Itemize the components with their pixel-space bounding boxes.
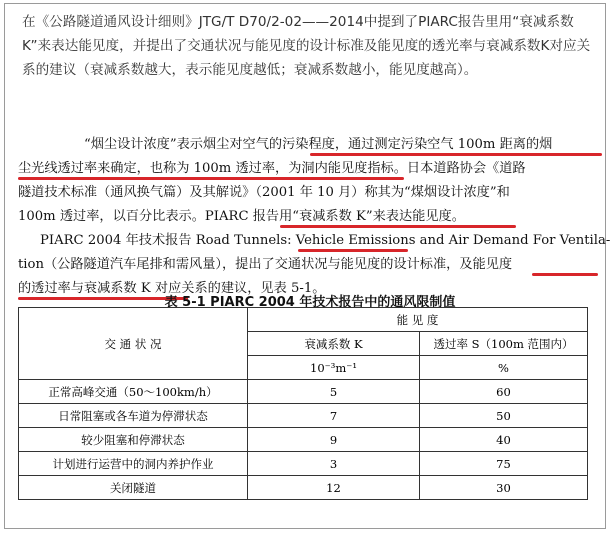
row-condition: 较少阻塞和停滞状态 [19,428,248,452]
row-k: 12 [248,476,420,500]
row-s: 60 [420,380,588,404]
underline-3 [298,249,408,252]
table-row [19,404,588,428]
row-s: 40 [420,428,588,452]
row-s: 75 [420,452,588,476]
book-line-4: 100m 透过率，以百分比表示。PIARC 报告用“衰减系数 K”来表达能见度。 [18,209,465,224]
header-visibility: 能 见 度 [248,308,588,332]
header-traffic: 交 通 状 况 [19,308,248,380]
table-caption: 表 5-1 PIARC 2004 年技术报告中的通风限制值 [164,295,456,310]
ventilation-limit-table [18,307,588,500]
row-condition: 计划进行运营中的洞内养护作业 [19,452,248,476]
book-line-1: “烟尘设计浓度”表示烟尘对空气的污染程度，通过测定污染空气 100m 距离的烟 [84,137,553,152]
row-condition: 关闭隧道 [19,476,248,500]
book-line-3: 隧道技术标准（通风换气篇）及其解说》（2001 年 10 月）称其为“煤烟设计浓度”和 [18,185,510,200]
table-row [19,428,588,452]
underline-4a [532,273,598,276]
header-s: 透过率 S（100m 范围内） [420,332,588,356]
book-line-7: 的透过率与衰减系数 K 对应关系的建议，见表 5-1。 [18,281,326,296]
row-s: 50 [420,404,588,428]
book-line-6: tion（公路隧道汽车尾排和需风量），提出了交通状况与能见度的设计标准，及能见度 [18,257,513,272]
intro-paragraph: 在《公路隧道通风设计细则》JTG/T D70/2-02——2014中提到了PIARC报告里用“衰减系数K”来表达能见度，并提出了交通状况与能见度的设计标准及能见度的透光率与衰减系数K对应关系的建议（衰减系数越大，表示能见度越低；衰减系数越小，能见度越高）。 [22,14,591,78]
unit-k: 10⁻³m⁻¹ [248,356,420,380]
row-k: 5 [248,380,420,404]
row-s: 30 [420,476,588,500]
row-condition: 正常高峰交通（50～100km/h） [19,380,248,404]
book-line-2: 尘光线透过率来确定，也称为 100m 透过率，为洞内能见度指标。日本道路协会《道路 [18,161,526,176]
table-row [19,380,588,404]
underline-1b [18,177,404,180]
table-row [19,476,588,500]
underline-1a [310,153,602,156]
underline-2 [280,225,516,228]
row-k: 3 [248,452,420,476]
unit-s: % [420,356,588,380]
row-k: 9 [248,428,420,452]
row-k: 7 [248,404,420,428]
header-k: 衰减系数 K [248,332,420,356]
book-line-5: PIARC 2004 年技术报告 Road Tunnels: Vehicle Emissions and Air Demand For Ventila- [40,233,611,248]
table-row [19,452,588,476]
row-condition: 日常阻塞或各车道为停滞状态 [19,404,248,428]
